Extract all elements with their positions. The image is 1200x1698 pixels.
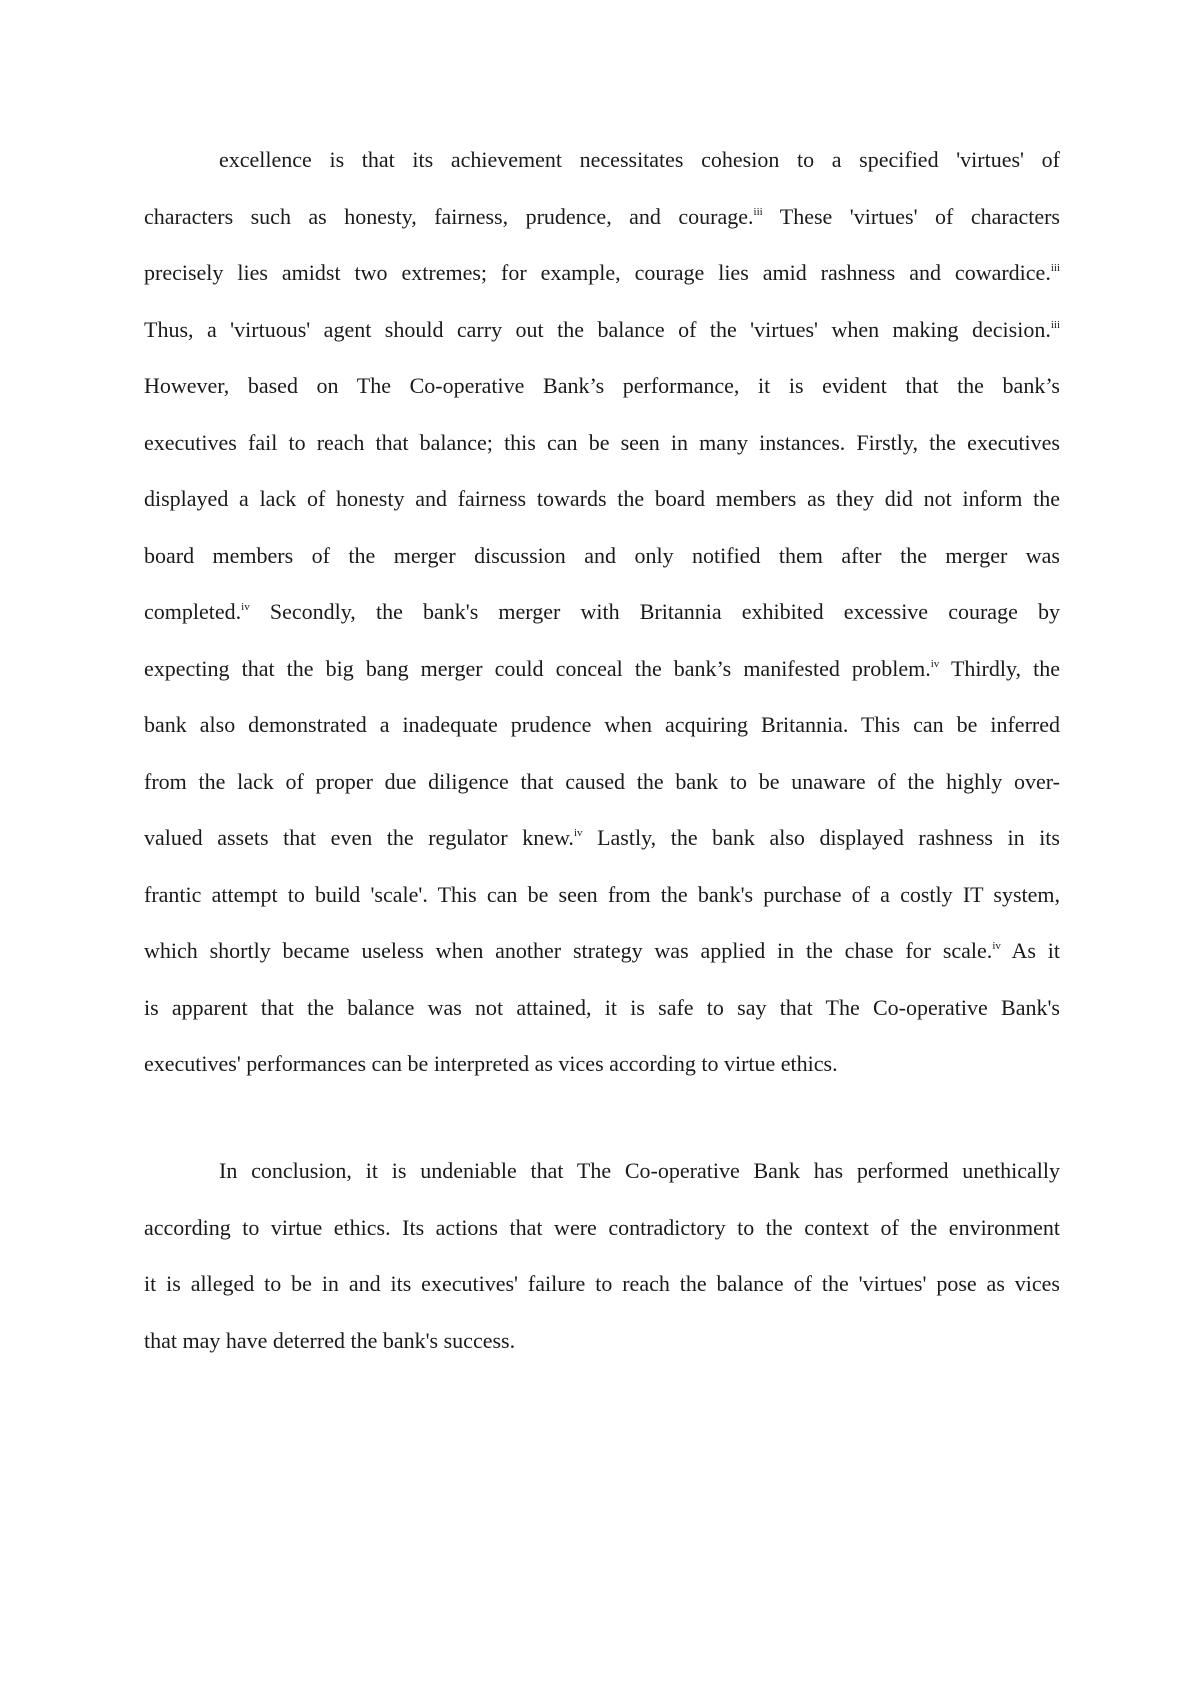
line-text: from the lack of proper due diligence that caused the bank to be unaware of the highly over- <box>144 768 1060 794</box>
line-text: As it <box>1000 938 1060 963</box>
footnote-marker: iii <box>1050 262 1060 274</box>
line-text: bank also demonstrated a inadequate prudence when acquiring Britannia. This can be inferred <box>144 712 1060 737</box>
text-line <box>144 1256 1060 1313</box>
line-text: that may have deterred the bank's success. <box>144 1327 516 1353</box>
footnote-marker: iv <box>573 827 583 839</box>
line-text: Lastly, the bank also displayed rashness in its <box>582 825 1060 850</box>
footnote-marker: iii <box>753 205 763 218</box>
line-text: executives' performances can be interpreted as vices according to virtue ethics. <box>144 1051 838 1076</box>
line-text: expecting that the big bang merger could conceal the bank’s manifested problem. <box>144 655 931 681</box>
line-text: board members of the merger discussion and only notified them after the merger was <box>144 542 1060 568</box>
text-line <box>144 189 1060 246</box>
text-line <box>144 528 1060 585</box>
text-line <box>144 132 1060 189</box>
line-text: frantic attempt to build 'scale'. This can be seen from the bank's purchase of a costly IT system, <box>144 881 1060 907</box>
line-text: valued assets that even the regulator knew. <box>144 825 574 850</box>
line-text: which shortly became useless when another strategy was applied in the chase for scale. <box>144 938 993 963</box>
text-line <box>144 415 1060 472</box>
line-text: In conclusion, it is undeniable that The Co-operative Bank has performed unethically <box>219 1158 1060 1183</box>
line-text: it is alleged to be in and its executives' failure to reach the balance of the 'virtues' pose as vices <box>144 1271 1060 1296</box>
footnote-marker: iv <box>241 601 250 613</box>
text-line <box>144 923 1060 980</box>
text-line <box>144 1313 1060 1370</box>
footnote-marker: iv <box>992 940 1001 952</box>
text-line <box>144 1036 1060 1093</box>
footnote-marker: iv <box>930 657 940 670</box>
line-text: is apparent that the balance was not attained, it is safe to say that The Co-operative Bank's <box>144 994 1060 1020</box>
text-line <box>144 641 1060 698</box>
text-line <box>144 1200 1060 1257</box>
text-line <box>144 302 1060 359</box>
line-text: characters such as honesty, fairness, prudence, and courage. <box>144 203 754 229</box>
line-text: completed. <box>144 599 242 624</box>
text-line <box>144 867 1060 924</box>
line-text: precisely lies amidst two extremes; for example, courage lies amid rashness and cowardice. <box>144 260 1051 285</box>
line-text: Thirdly, the <box>939 655 1060 681</box>
line-text: executives fail to reach that balance; this can be seen in many instances. Firstly, the executives <box>144 429 1060 455</box>
line-text: according to virtue ethics. Its actions that were contradictory to the context of the environment <box>144 1214 1060 1240</box>
text-line <box>144 1143 1060 1200</box>
line-text: Secondly, the bank's merger with Britannia exhibited excessive courage by <box>249 599 1060 624</box>
line-text: displayed a lack of honesty and fairness towards the board members as they did not inform the <box>144 486 1060 511</box>
text-line <box>144 697 1060 754</box>
text-line <box>144 358 1060 415</box>
text-line <box>144 245 1060 302</box>
text-line <box>144 471 1060 528</box>
text-line <box>144 584 1060 641</box>
line-text: excellence is that its achievement necessitates cohesion to a specified 'virtues' of <box>219 147 1060 172</box>
line-text: Thus, a 'virtuous' agent should carry out the balance of the 'virtues' when making decision. <box>144 316 1051 342</box>
line-text: However, based on The Co-operative Bank’s performance, it is evident that the bank’s <box>144 373 1060 398</box>
paragraph-virtue-analysis <box>144 132 1060 1093</box>
text-line <box>144 754 1060 811</box>
line-text: These 'virtues' of characters <box>762 203 1060 229</box>
paragraph-conclusion <box>144 1143 1060 1369</box>
footnote-marker: iii <box>1050 318 1060 331</box>
text-line <box>144 810 1060 867</box>
text-line <box>144 980 1060 1037</box>
